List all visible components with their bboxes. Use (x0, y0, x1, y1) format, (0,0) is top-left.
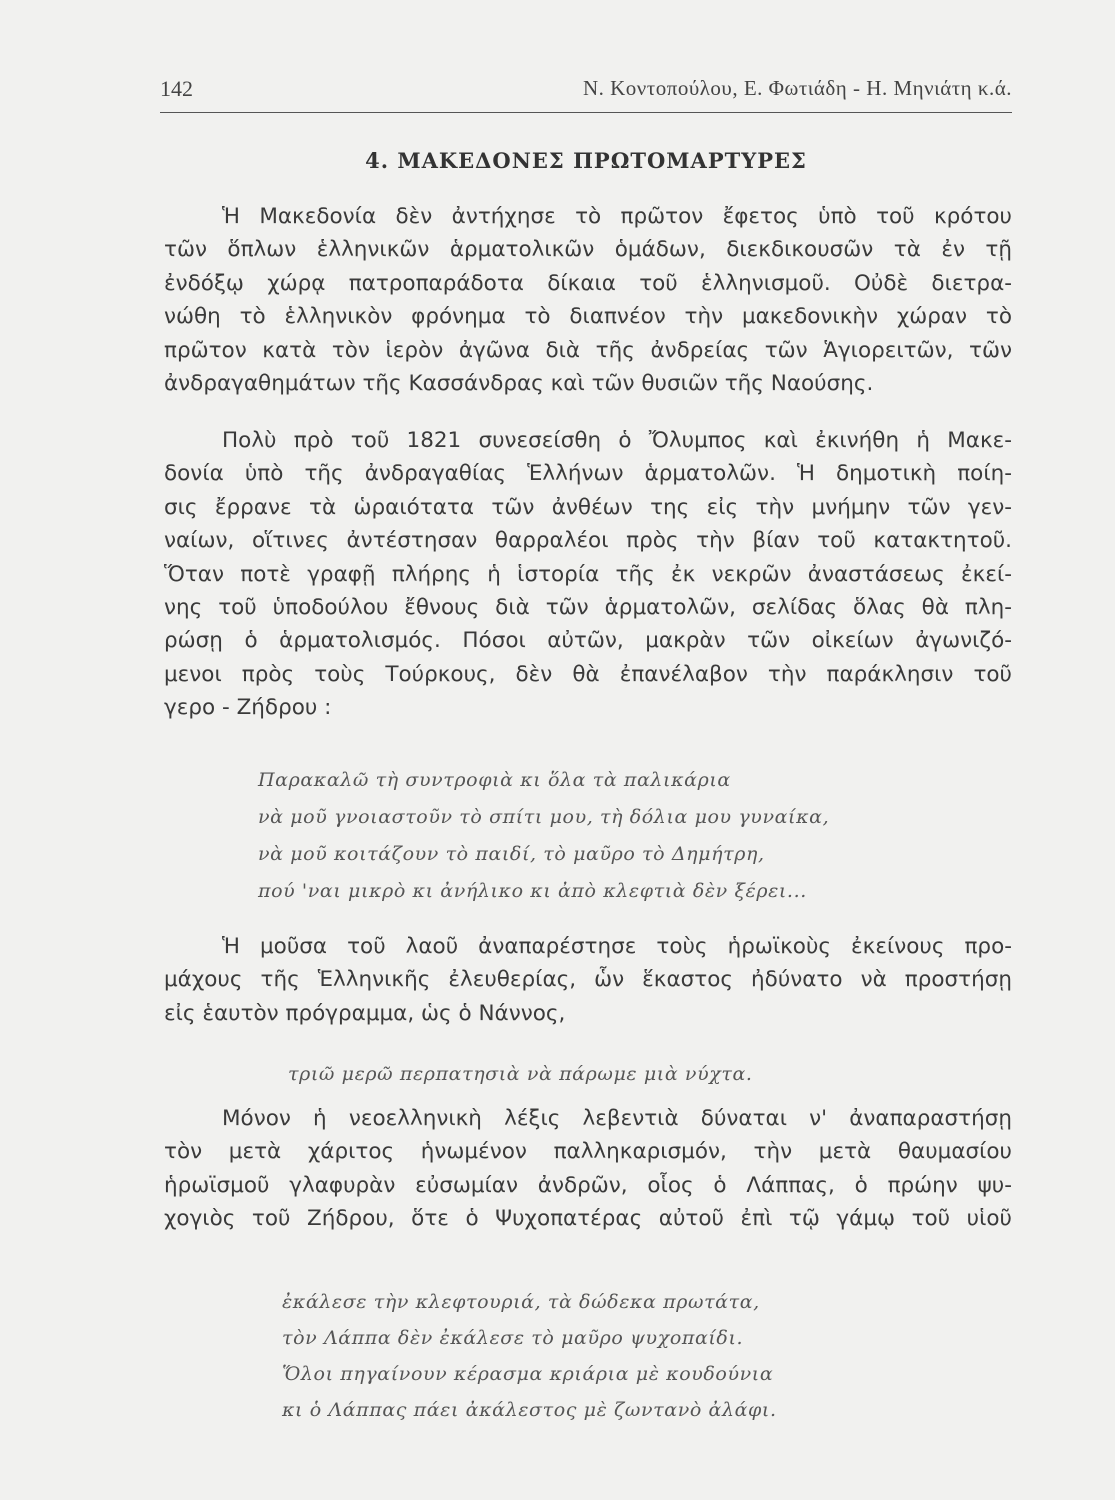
text-line: ρώσῃ ὁ ἁρματολισμός. Πόσοι αὐτῶν, μακρὰν τῶν οἰκείων ἀγωνιζό- (164, 628, 1012, 654)
text-line: Πολὺ πρὸ τοῦ 1821 συνεσείσθη ὁ Ὄλυμπος καὶ ἐκινήθη ἡ Μακε- (222, 428, 1012, 453)
chapter-title: 4. ΜΑΚΕΔΟΝΕΣ ΠΡΩΤΟΜΑΡΤΥΡΕΣ (365, 148, 807, 173)
text-line: νώθη τὸ ἑλληνικὸν φρόνημα τὸ διαπνέον τὴν μακεδονικὴν χώραν τὸ (164, 304, 1012, 330)
verse-line: Παρακαλῶ τὴ συντροφιὰ κι ὅλα τὰ παλικάρια (258, 769, 731, 791)
verse-line: ἐκάλεσε τὴν κλεφτουριά, τὰ δώδεκα πρωτάτα, (282, 1291, 760, 1313)
text-line: δονία ὑπὸ τῆς ἀνδραγαθίας Ἑλλήνων ἁρματολῶν. Ἡ δημοτικὴ ποίη- (164, 461, 1012, 487)
text-line: μάχους τῆς Ἑλληνικῆς ἐλευθερίας, ὧν ἕκαστος ἠδύνατο νὰ προστήσῃ (164, 967, 1012, 993)
text-line: πρῶτον κατὰ τὸν ἱερὸν ἀγῶνα διὰ τῆς ἀνδρείας τῶν Ἁγιορειτῶν, τῶν (164, 337, 1012, 363)
text-line: ἀνδραγαθημάτων τῆς Κασσάνδρας καὶ τῶν θυσιῶν τῆς Ναούσης. (164, 370, 874, 396)
paragraph-2 (164, 424, 1012, 725)
text-line: εἰς ἑαυτὸν πρόγραμμα, ὡς ὁ Νάννος, (164, 1000, 566, 1026)
verse-line: νὰ μοῦ γνοιαστοῦν τὸ σπίτι μου, τὴ δόλια μου γυναίκα, (258, 806, 830, 828)
verse-line: τὸν Λάππα δὲν ἐκάλεσε τὸ μαῦρο ψυχοπαίδι. (282, 1327, 744, 1349)
text-line: Μόνον ἡ νεοελληνικὴ λέξις λεβεντιὰ δύναται ν' ἀναπαραστήσῃ (222, 1106, 1012, 1131)
text-line: χογιὸς τοῦ Ζήδρου, ὅτε ὁ Ψυχοπατέρας αὐτοῦ ἐπὶ τῷ γάμῳ τοῦ υἱοῦ (164, 1206, 1012, 1232)
text-line: μενοι πρὸς τοὺς Τούρκους, δὲν θὰ ἐπανέλαβον τὴν παράκλησιν τοῦ (164, 661, 1012, 687)
verse-block-2 (288, 1056, 753, 1092)
verse-line: νὰ μοῦ κοιτάζουν τὸ παιδί, τὸ μαῦρο τὸ Δημήτρη, (258, 843, 765, 865)
verse-block-1 (258, 762, 829, 910)
text-line: Ἡ μοῦσα τοῦ λαοῦ ἀναπαρέστησε τοὺς ἡρωϊκοὺς ἐκείνους προ- (222, 934, 1012, 959)
running-head-authors: Ν. Κοντοπούλου, Ε. Φωτιάδη - Η. Μηνιάτη κ.ά. (582, 76, 1012, 100)
text-line: τὸν μετὰ χάριτος ἡνωμένον παλληκαρισμόν, τὴν μετὰ θαυμασίου (164, 1139, 1012, 1165)
text-line: Ἡ Μακεδονία δὲν ἀντήχησε τὸ πρῶτον ἔφετος ὑπὸ τοῦ κρότου (222, 204, 1012, 229)
text-line: γερο - Ζήδρου : (164, 695, 332, 721)
verse-block-3 (282, 1284, 777, 1428)
verse-line: Ὅλοι πηγαίνουν κέρασμα κριάρια μὲ κουδούνια (282, 1363, 774, 1385)
text-line: Ὅταν ποτὲ γραφῇ πλήρης ἡ ἱστορία τῆς ἐκ νεκρῶν ἀναστάσεως ἐκεί- (164, 561, 1012, 587)
paragraph-4 (164, 1102, 1012, 1236)
paragraph-3 (164, 930, 1012, 1030)
text-line: ἐνδόξῳ χώρᾳ πατροπαράδοτα δίκαια τοῦ ἑλληνισμοῦ. Οὐδὲ διετρα- (164, 270, 1012, 296)
text-line: νης τοῦ ὑποδούλου ἔθνους διὰ τῶν ἁρματολῶν, σελίδας ὅλας θὰ πλη- (164, 594, 1012, 620)
text-line: ἡρωϊσμοῦ γλαφυρὰν εὐσωμίαν ἀνδρῶν, οἷος ὁ Λάππας, ὁ πρώην ψυ- (164, 1172, 1012, 1198)
verse-line: τριῶ μερῶ περπατησιὰ νὰ πάρωμε μιὰ νύχτα. (288, 1063, 753, 1085)
verse-line: κι ὁ Λάππας πάει ἀκάλεστος μὲ ζωντανὸ ἀλάφι. (282, 1399, 777, 1421)
running-head (160, 72, 1012, 113)
text-line: σις ἔρρανε τὰ ὡραιότατα τῶν ἀνθέων της εἰς τὴν μνήμην τῶν γεν- (164, 494, 1012, 520)
text-line: τῶν ὅπλων ἑλληνικῶν ἁρματολικῶν ὁμάδων, διεκδικουσῶν τὰ ἐν τῇ (164, 237, 1012, 263)
page-number: 142 (160, 76, 193, 101)
paragraph-1 (164, 200, 1012, 400)
verse-line: πού 'ναι μικρὸ κι ἀνήλικο κι ἀπὸ κλεφτιὰ δὲν ξέρει... (258, 880, 807, 902)
text-line: ναίων, οἵτινες ἀντέστησαν θαρραλέοι πρὸς τὴν βίαν τοῦ κατακτητοῦ. (164, 528, 1012, 554)
